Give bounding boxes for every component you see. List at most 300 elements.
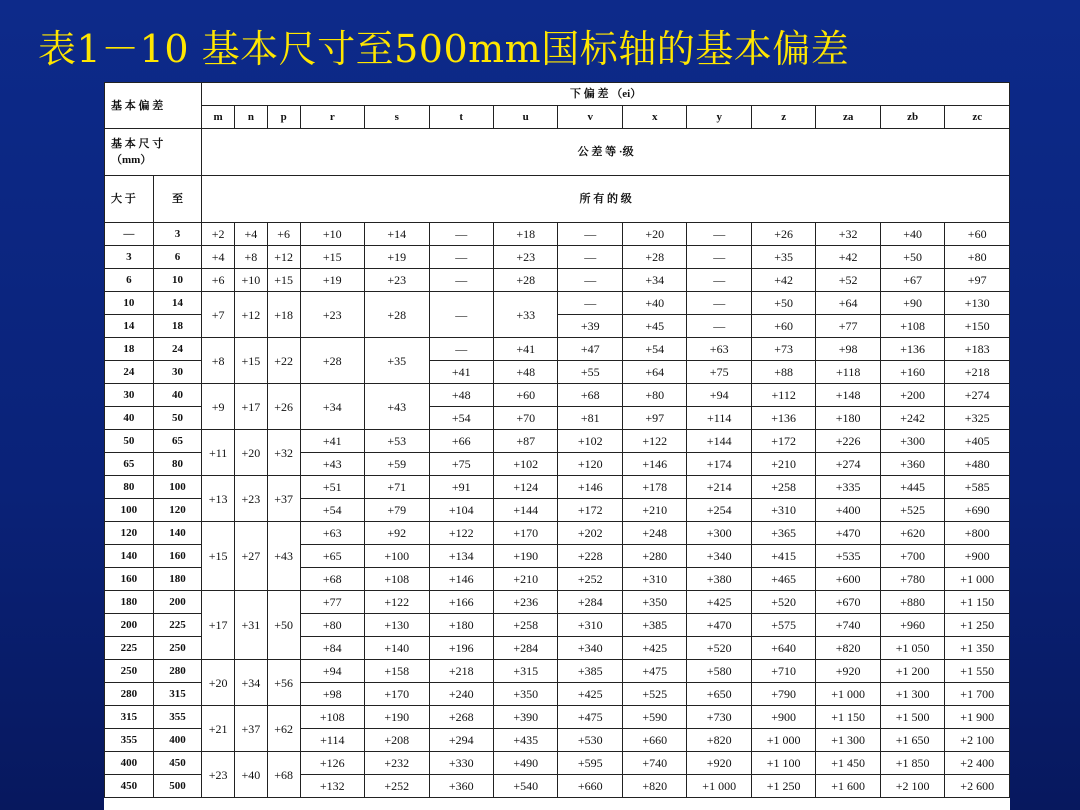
cell-zb: +1 200 bbox=[880, 660, 944, 683]
cell-t: +360 bbox=[429, 775, 493, 798]
cell-y: +920 bbox=[687, 752, 751, 775]
cell-za: +740 bbox=[816, 614, 880, 637]
cell-z: +1 100 bbox=[751, 752, 815, 775]
cell-u: +390 bbox=[494, 706, 558, 729]
cell-y: +380 bbox=[687, 568, 751, 591]
cell-r: +43 bbox=[300, 453, 364, 476]
cell-r: +114 bbox=[300, 729, 364, 752]
cell-p: +15 bbox=[267, 269, 300, 292]
cell-zb: +67 bbox=[880, 269, 944, 292]
cell-zc: +150 bbox=[945, 315, 1010, 338]
cell-z: +88 bbox=[751, 361, 815, 384]
cell-x: +80 bbox=[622, 384, 686, 407]
cell-u: +87 bbox=[494, 430, 558, 453]
table-row bbox=[105, 223, 1010, 246]
cell-za: +32 bbox=[816, 223, 880, 246]
cell-z: +172 bbox=[751, 430, 815, 453]
cell-p: +37 bbox=[267, 476, 300, 522]
cell-t: +240 bbox=[429, 683, 493, 706]
cell-z: +415 bbox=[751, 545, 815, 568]
cell-zc: +900 bbox=[945, 545, 1010, 568]
cell-zc: +60 bbox=[945, 223, 1010, 246]
size-to: 280 bbox=[153, 660, 202, 683]
cell-za: +77 bbox=[816, 315, 880, 338]
cell-x: +310 bbox=[622, 568, 686, 591]
cell-r: +132 bbox=[300, 775, 364, 798]
cell-y: +580 bbox=[687, 660, 751, 683]
cell-za: +226 bbox=[816, 430, 880, 453]
size-to: 450 bbox=[153, 752, 202, 775]
to-label: 至 bbox=[153, 176, 202, 223]
size-unit: （mm） bbox=[111, 154, 152, 166]
deviation-table bbox=[104, 82, 1010, 798]
size-to: 40 bbox=[153, 384, 202, 407]
cell-p: +43 bbox=[267, 522, 300, 591]
lower-deviation-header: 下 偏 差 （ei） bbox=[202, 83, 1010, 106]
cell-p: +32 bbox=[267, 430, 300, 476]
cell-zc: +690 bbox=[945, 499, 1010, 522]
cell-zb: +200 bbox=[880, 384, 944, 407]
cell-z: +136 bbox=[751, 407, 815, 430]
cell-zc: +1 900 bbox=[945, 706, 1010, 729]
cell-zb: +160 bbox=[880, 361, 944, 384]
cell-s: +232 bbox=[365, 752, 429, 775]
table-row bbox=[105, 522, 1010, 545]
cell-t: — bbox=[429, 246, 493, 269]
size-label-cell bbox=[105, 129, 202, 176]
cell-m: +13 bbox=[202, 476, 235, 522]
col-header-z: z bbox=[751, 106, 815, 129]
cell-v: +475 bbox=[558, 706, 622, 729]
cell-y: +75 bbox=[687, 361, 751, 384]
cell-n: +10 bbox=[235, 269, 268, 292]
cell-y: +340 bbox=[687, 545, 751, 568]
cell-z: +35 bbox=[751, 246, 815, 269]
cell-za: +52 bbox=[816, 269, 880, 292]
cell-n: +8 bbox=[235, 246, 268, 269]
cell-r: +63 bbox=[300, 522, 364, 545]
cell-v: +68 bbox=[558, 384, 622, 407]
cell-t: — bbox=[429, 338, 493, 361]
cell-zc: +183 bbox=[945, 338, 1010, 361]
cell-zc: +130 bbox=[945, 292, 1010, 315]
cell-s: +79 bbox=[365, 499, 429, 522]
cell-r: +65 bbox=[300, 545, 364, 568]
cell-zc: +1 150 bbox=[945, 591, 1010, 614]
cell-m: +6 bbox=[202, 269, 235, 292]
size-from: — bbox=[105, 223, 154, 246]
size-from: 140 bbox=[105, 545, 154, 568]
cell-m: +9 bbox=[202, 384, 235, 430]
col-header-zc: zc bbox=[945, 106, 1010, 129]
cell-zc: +1 700 bbox=[945, 683, 1010, 706]
cell-m: +15 bbox=[202, 522, 235, 591]
size-from: 18 bbox=[105, 338, 154, 361]
cell-u: +315 bbox=[494, 660, 558, 683]
cell-y: +214 bbox=[687, 476, 751, 499]
size-to: 400 bbox=[153, 729, 202, 752]
size-from: 250 bbox=[105, 660, 154, 683]
cell-za: +148 bbox=[816, 384, 880, 407]
cell-y: — bbox=[687, 269, 751, 292]
cell-za: +64 bbox=[816, 292, 880, 315]
col-header-zb: zb bbox=[880, 106, 944, 129]
cell-v: +252 bbox=[558, 568, 622, 591]
cell-v: +284 bbox=[558, 591, 622, 614]
cell-m: +20 bbox=[202, 660, 235, 706]
cell-s: +71 bbox=[365, 476, 429, 499]
size-from: 6 bbox=[105, 269, 154, 292]
size-from: 80 bbox=[105, 476, 154, 499]
cell-u: +236 bbox=[494, 591, 558, 614]
cell-zb: +1 300 bbox=[880, 683, 944, 706]
cell-x: +64 bbox=[622, 361, 686, 384]
cell-za: +1 600 bbox=[816, 775, 880, 798]
cell-z: +210 bbox=[751, 453, 815, 476]
tolerance-grade-header: 公 差 等 ·级 bbox=[202, 129, 1010, 176]
cell-x: +146 bbox=[622, 453, 686, 476]
size-to: 6 bbox=[153, 246, 202, 269]
cell-z: +258 bbox=[751, 476, 815, 499]
cell-z: +900 bbox=[751, 706, 815, 729]
cell-s: +92 bbox=[365, 522, 429, 545]
size-from: 24 bbox=[105, 361, 154, 384]
cell-x: +525 bbox=[622, 683, 686, 706]
cell-zb: +1 500 bbox=[880, 706, 944, 729]
cell-x: +20 bbox=[622, 223, 686, 246]
col-header-m: m bbox=[202, 106, 235, 129]
table-row bbox=[105, 246, 1010, 269]
cell-y: +730 bbox=[687, 706, 751, 729]
cell-r: +68 bbox=[300, 568, 364, 591]
cell-z: +365 bbox=[751, 522, 815, 545]
cell-za: +400 bbox=[816, 499, 880, 522]
cell-u: +350 bbox=[494, 683, 558, 706]
cell-v: — bbox=[558, 246, 622, 269]
cell-t: +294 bbox=[429, 729, 493, 752]
cell-n: +34 bbox=[235, 660, 268, 706]
cell-t: +166 bbox=[429, 591, 493, 614]
cell-r: +51 bbox=[300, 476, 364, 499]
size-from: 280 bbox=[105, 683, 154, 706]
cell-n: +20 bbox=[235, 430, 268, 476]
cell-r: +108 bbox=[300, 706, 364, 729]
cell-z: +50 bbox=[751, 292, 815, 315]
cell-z: +575 bbox=[751, 614, 815, 637]
cell-za: +535 bbox=[816, 545, 880, 568]
cell-p: +18 bbox=[267, 292, 300, 338]
cell-za: +600 bbox=[816, 568, 880, 591]
cell-u: +124 bbox=[494, 476, 558, 499]
cell-u: +70 bbox=[494, 407, 558, 430]
size-from: 3 bbox=[105, 246, 154, 269]
size-from: 315 bbox=[105, 706, 154, 729]
cell-m: +7 bbox=[202, 292, 235, 338]
cell-za: +1 300 bbox=[816, 729, 880, 752]
cell-x: +740 bbox=[622, 752, 686, 775]
cell-zc: +1 350 bbox=[945, 637, 1010, 660]
cell-m: +17 bbox=[202, 591, 235, 660]
cell-t: — bbox=[429, 223, 493, 246]
cell-s: +100 bbox=[365, 545, 429, 568]
cell-m: +21 bbox=[202, 706, 235, 752]
cell-zc: +274 bbox=[945, 384, 1010, 407]
cell-za: +920 bbox=[816, 660, 880, 683]
size-to: 65 bbox=[153, 430, 202, 453]
cell-x: +475 bbox=[622, 660, 686, 683]
table-row bbox=[105, 384, 1010, 407]
cell-za: +180 bbox=[816, 407, 880, 430]
cell-r: +80 bbox=[300, 614, 364, 637]
over-label: 大 于 bbox=[105, 176, 154, 223]
size-to: 24 bbox=[153, 338, 202, 361]
size-from: 65 bbox=[105, 453, 154, 476]
table-row bbox=[105, 292, 1010, 315]
cell-u: +41 bbox=[494, 338, 558, 361]
table-row bbox=[105, 430, 1010, 453]
cell-v: +81 bbox=[558, 407, 622, 430]
cell-n: +15 bbox=[235, 338, 268, 384]
cell-x: +122 bbox=[622, 430, 686, 453]
cell-s: +140 bbox=[365, 637, 429, 660]
size-to: 355 bbox=[153, 706, 202, 729]
cell-x: +97 bbox=[622, 407, 686, 430]
cell-p: +6 bbox=[267, 223, 300, 246]
cell-r: +41 bbox=[300, 430, 364, 453]
cell-u: +60 bbox=[494, 384, 558, 407]
cell-za: +98 bbox=[816, 338, 880, 361]
cell-r: +84 bbox=[300, 637, 364, 660]
header-row-deviation bbox=[105, 83, 1010, 106]
cell-p: +12 bbox=[267, 246, 300, 269]
cell-r: +19 bbox=[300, 269, 364, 292]
cell-v: +55 bbox=[558, 361, 622, 384]
cell-y: +650 bbox=[687, 683, 751, 706]
cell-v: +340 bbox=[558, 637, 622, 660]
cell-v: +172 bbox=[558, 499, 622, 522]
size-from: 400 bbox=[105, 752, 154, 775]
cell-v: +47 bbox=[558, 338, 622, 361]
cell-s: +59 bbox=[365, 453, 429, 476]
size-from: 160 bbox=[105, 568, 154, 591]
cell-v: — bbox=[558, 269, 622, 292]
size-from: 10 bbox=[105, 292, 154, 315]
cell-y: +63 bbox=[687, 338, 751, 361]
cell-s: +53 bbox=[365, 430, 429, 453]
size-from: 450 bbox=[105, 775, 154, 798]
cell-za: +118 bbox=[816, 361, 880, 384]
cell-y: +470 bbox=[687, 614, 751, 637]
cell-u: +284 bbox=[494, 637, 558, 660]
size-to: 315 bbox=[153, 683, 202, 706]
cell-s: +35 bbox=[365, 338, 429, 384]
cell-s: +208 bbox=[365, 729, 429, 752]
cell-zc: +80 bbox=[945, 246, 1010, 269]
size-from: 40 bbox=[105, 407, 154, 430]
cell-y: +520 bbox=[687, 637, 751, 660]
cell-zb: +700 bbox=[880, 545, 944, 568]
cell-t: +75 bbox=[429, 453, 493, 476]
cell-v: +146 bbox=[558, 476, 622, 499]
size-from: 14 bbox=[105, 315, 154, 338]
col-header-t: t bbox=[429, 106, 493, 129]
header-row-size bbox=[105, 129, 1010, 176]
deviation-label: 基 本 偏 差 bbox=[105, 83, 202, 129]
size-to: 160 bbox=[153, 545, 202, 568]
size-from: 225 bbox=[105, 637, 154, 660]
cell-x: +178 bbox=[622, 476, 686, 499]
size-to: 10 bbox=[153, 269, 202, 292]
cell-x: +34 bbox=[622, 269, 686, 292]
cell-zb: +880 bbox=[880, 591, 944, 614]
slide-title: 表1－10 基本尺寸至500mm国标轴的基本偏差 bbox=[38, 27, 850, 71]
size-to: 140 bbox=[153, 522, 202, 545]
cell-s: +14 bbox=[365, 223, 429, 246]
header-row-letters bbox=[105, 106, 1010, 129]
cell-za: +335 bbox=[816, 476, 880, 499]
size-to: 120 bbox=[153, 499, 202, 522]
cell-zc: +1 250 bbox=[945, 614, 1010, 637]
cell-zb: +360 bbox=[880, 453, 944, 476]
size-to: 180 bbox=[153, 568, 202, 591]
cell-x: +54 bbox=[622, 338, 686, 361]
cell-za: +1 450 bbox=[816, 752, 880, 775]
cell-u: +170 bbox=[494, 522, 558, 545]
cell-x: +45 bbox=[622, 315, 686, 338]
cell-z: +465 bbox=[751, 568, 815, 591]
cell-s: +252 bbox=[365, 775, 429, 798]
size-from: 355 bbox=[105, 729, 154, 752]
cell-zc: +585 bbox=[945, 476, 1010, 499]
cell-v: — bbox=[558, 292, 622, 315]
cell-x: +28 bbox=[622, 246, 686, 269]
cell-y: — bbox=[687, 292, 751, 315]
size-to: 18 bbox=[153, 315, 202, 338]
size-to: 14 bbox=[153, 292, 202, 315]
cell-s: +43 bbox=[365, 384, 429, 430]
cell-r: +54 bbox=[300, 499, 364, 522]
cell-s: +130 bbox=[365, 614, 429, 637]
cell-u: +102 bbox=[494, 453, 558, 476]
cell-t: — bbox=[429, 292, 493, 338]
deviation-table-container bbox=[104, 82, 1010, 810]
table-row bbox=[105, 706, 1010, 729]
cell-s: +108 bbox=[365, 568, 429, 591]
cell-z: +26 bbox=[751, 223, 815, 246]
size-to: 250 bbox=[153, 637, 202, 660]
cell-zb: +2 100 bbox=[880, 775, 944, 798]
cell-zc: +2 400 bbox=[945, 752, 1010, 775]
cell-zb: +1 850 bbox=[880, 752, 944, 775]
cell-p: +50 bbox=[267, 591, 300, 660]
cell-zc: +2 100 bbox=[945, 729, 1010, 752]
cell-t: +146 bbox=[429, 568, 493, 591]
all-grades-header: 所 有 的 级 bbox=[202, 176, 1010, 223]
cell-p: +26 bbox=[267, 384, 300, 430]
cell-z: +60 bbox=[751, 315, 815, 338]
table-row bbox=[105, 476, 1010, 499]
cell-zb: +525 bbox=[880, 499, 944, 522]
cell-s: +19 bbox=[365, 246, 429, 269]
cell-zb: +136 bbox=[880, 338, 944, 361]
cell-t: +180 bbox=[429, 614, 493, 637]
cell-s: +170 bbox=[365, 683, 429, 706]
cell-y: +300 bbox=[687, 522, 751, 545]
col-header-r: r bbox=[300, 106, 364, 129]
cell-zc: +1 550 bbox=[945, 660, 1010, 683]
cell-zc: +1 000 bbox=[945, 568, 1010, 591]
cell-m: +23 bbox=[202, 752, 235, 798]
table-row bbox=[105, 338, 1010, 361]
size-to: 3 bbox=[153, 223, 202, 246]
cell-u: +144 bbox=[494, 499, 558, 522]
cell-z: +42 bbox=[751, 269, 815, 292]
cell-zc: +97 bbox=[945, 269, 1010, 292]
size-from: 200 bbox=[105, 614, 154, 637]
cell-u: +490 bbox=[494, 752, 558, 775]
cell-za: +274 bbox=[816, 453, 880, 476]
cell-y: +425 bbox=[687, 591, 751, 614]
cell-n: +12 bbox=[235, 292, 268, 338]
cell-v: +102 bbox=[558, 430, 622, 453]
cell-r: +28 bbox=[300, 338, 364, 384]
cell-r: +77 bbox=[300, 591, 364, 614]
cell-zb: +50 bbox=[880, 246, 944, 269]
table-row bbox=[105, 269, 1010, 292]
cell-v: +310 bbox=[558, 614, 622, 637]
cell-u: +540 bbox=[494, 775, 558, 798]
cell-y: +114 bbox=[687, 407, 751, 430]
cell-zb: +242 bbox=[880, 407, 944, 430]
cell-za: +1 150 bbox=[816, 706, 880, 729]
cell-r: +98 bbox=[300, 683, 364, 706]
size-to: 80 bbox=[153, 453, 202, 476]
col-header-n: n bbox=[235, 106, 268, 129]
cell-y: +254 bbox=[687, 499, 751, 522]
cell-za: +670 bbox=[816, 591, 880, 614]
cell-zb: +40 bbox=[880, 223, 944, 246]
cell-v: +595 bbox=[558, 752, 622, 775]
cell-n: +27 bbox=[235, 522, 268, 591]
cell-zb: +620 bbox=[880, 522, 944, 545]
cell-y: — bbox=[687, 315, 751, 338]
cell-p: +22 bbox=[267, 338, 300, 384]
size-to: 200 bbox=[153, 591, 202, 614]
cell-t: +104 bbox=[429, 499, 493, 522]
cell-v: +530 bbox=[558, 729, 622, 752]
cell-n: +40 bbox=[235, 752, 268, 798]
size-to: 225 bbox=[153, 614, 202, 637]
cell-v: +39 bbox=[558, 315, 622, 338]
cell-zb: +1 650 bbox=[880, 729, 944, 752]
cell-zb: +780 bbox=[880, 568, 944, 591]
cell-t: +41 bbox=[429, 361, 493, 384]
cell-za: +42 bbox=[816, 246, 880, 269]
cell-z: +1 000 bbox=[751, 729, 815, 752]
cell-z: +310 bbox=[751, 499, 815, 522]
cell-v: +202 bbox=[558, 522, 622, 545]
cell-s: +122 bbox=[365, 591, 429, 614]
cell-y: +820 bbox=[687, 729, 751, 752]
col-header-p: p bbox=[267, 106, 300, 129]
size-to: 500 bbox=[153, 775, 202, 798]
cell-u: +28 bbox=[494, 269, 558, 292]
cell-za: +470 bbox=[816, 522, 880, 545]
cell-z: +640 bbox=[751, 637, 815, 660]
cell-n: +31 bbox=[235, 591, 268, 660]
cell-x: +210 bbox=[622, 499, 686, 522]
cell-z: +710 bbox=[751, 660, 815, 683]
